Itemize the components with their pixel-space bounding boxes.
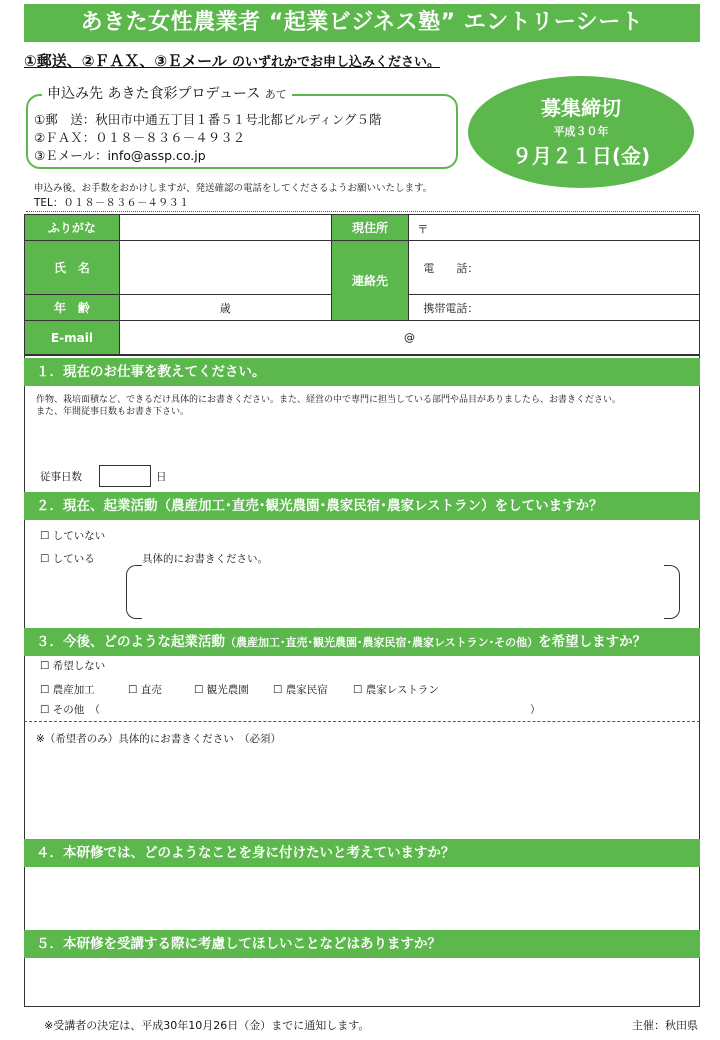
- email-field[interactable]: [119, 321, 699, 355]
- section-4-header: ４．本研修では、どのようなことを身に付けたいと考えていますか？: [24, 839, 700, 867]
- work-days-label: 従事日数: [40, 471, 82, 483]
- contact-email: ③Ｅメール：info@assp.co.jp: [34, 148, 206, 163]
- email-at-sign: @: [403, 331, 415, 344]
- dotted-divider: [26, 211, 698, 212]
- checkbox-direct-sales[interactable]: ☐ 直売: [128, 684, 162, 696]
- checkbox-farm-restaurant[interactable]: ☐ 農家レストラン: [353, 684, 439, 696]
- deadline-era: 平成３０年: [553, 125, 609, 138]
- contact-label: 連絡先: [331, 241, 409, 321]
- age-field[interactable]: [119, 295, 331, 321]
- section-1-desc-2: また、年間従事日数もお書き下さい。: [36, 407, 190, 417]
- postal-mark: 〒: [417, 223, 429, 236]
- checkbox-processing[interactable]: ☐ 農産加工: [40, 684, 95, 696]
- work-days-input[interactable]: [99, 465, 151, 487]
- phone-label: 電 話：: [423, 261, 479, 275]
- section-2-paren-right: [664, 565, 680, 619]
- deadline-label: 募集締切: [541, 96, 621, 120]
- other-paren-close: ）: [530, 704, 541, 716]
- section-3-title-c: を希望しますか？: [538, 634, 647, 650]
- contact-heading: [42, 83, 292, 103]
- contact-heading-text: 申込み先 あきた食彩プロデュース: [47, 86, 261, 102]
- checkbox-not-doing[interactable]: ☐ していない: [40, 530, 106, 542]
- section-2-header: ２．現在、起業活動（農産加工･直売･観光農園･農家民宿･農家レストラン）をしていますか？: [24, 492, 700, 520]
- section-3-title-a: ３．今後、どのような起業活動: [36, 634, 225, 650]
- furigana-field[interactable]: [119, 215, 331, 241]
- deadline-date: ９月２１日(金): [511, 144, 651, 168]
- questions-frame: [24, 355, 700, 1007]
- section-3-header: [24, 628, 700, 656]
- confirmation-tel: TEL：０１８－８３６－４９３１: [34, 197, 190, 209]
- checkbox-tourist-farm[interactable]: ☐ 観光農園: [194, 684, 249, 696]
- deadline-badge: [468, 76, 694, 188]
- dashed-divider: [24, 721, 700, 722]
- checkbox-other[interactable]: ☐ その他 （: [40, 704, 101, 716]
- section-3-title-b: （農産加工･直売･観光農園･農家民宿･農家レストラン･その他）: [225, 636, 539, 649]
- section-1-desc-1: 作物、栽培面積など、できるだけ具体的にお書きください。また、経営の中で専門に担当している部門や品目がありましたら、お書きください。: [36, 395, 622, 405]
- work-days-unit: 日: [156, 471, 167, 483]
- contact-mail: ①郵 送：秋田市中通五丁目１番５１号北都ビルディング５階: [34, 112, 382, 127]
- address-label: 現住所: [331, 215, 409, 241]
- application-methods: [24, 50, 440, 71]
- mobile-field[interactable]: [409, 295, 700, 321]
- contact-heading-suffix: あて: [264, 88, 287, 101]
- mobile-label: 携帯電話：: [423, 301, 479, 315]
- section-2-detail-label: 具体的にお書きください。: [142, 553, 268, 565]
- section-3-note: ※（希望者のみ）具体的にお書きください （必須）: [36, 733, 282, 745]
- section-5-header: ５．本研修を受講する際に考慮してほしいことなどはありますか？: [24, 930, 700, 958]
- name-field[interactable]: [119, 241, 331, 295]
- contact-fax: ②ＦＡＸ：０１８－８３６－４９３２: [34, 130, 246, 145]
- checkbox-no-plan[interactable]: ☐ 希望しない: [40, 660, 106, 672]
- age-unit: 歳: [219, 301, 231, 315]
- methods-suffix: のいずれかでお申し込みください。: [232, 55, 441, 70]
- form-title: あきた女性農業者 “起業ビジネス塾” エントリーシート: [24, 4, 700, 42]
- age-label: 年 齢: [25, 295, 120, 321]
- footer-note: ※受講者の決定は、平成30年10月26日（金）までに通知します。: [44, 1019, 370, 1032]
- phone-field[interactable]: [409, 241, 700, 295]
- email-label: E-mail: [25, 321, 120, 355]
- confirmation-note: 申込み後、お手数をおかけしますが、発送確認の電話をしてくださるようお願いいたします。: [34, 183, 433, 194]
- name-label: 氏 名: [25, 241, 120, 295]
- section-2-paren-left: [126, 565, 142, 619]
- organizer: 主催：秋田県: [632, 1019, 698, 1032]
- checkbox-doing[interactable]: ☐ している: [40, 553, 95, 565]
- section-1-header: １．現在のお仕事を教えてください。: [24, 358, 700, 386]
- furigana-label: ふりがな: [25, 215, 120, 241]
- personal-info-table: [24, 214, 700, 355]
- checkbox-farm-inn[interactable]: ☐ 農家民宿: [273, 684, 328, 696]
- methods-main: ①郵送、②ＦＡＸ、③Ｅメール: [24, 52, 227, 70]
- address-field[interactable]: [409, 215, 700, 241]
